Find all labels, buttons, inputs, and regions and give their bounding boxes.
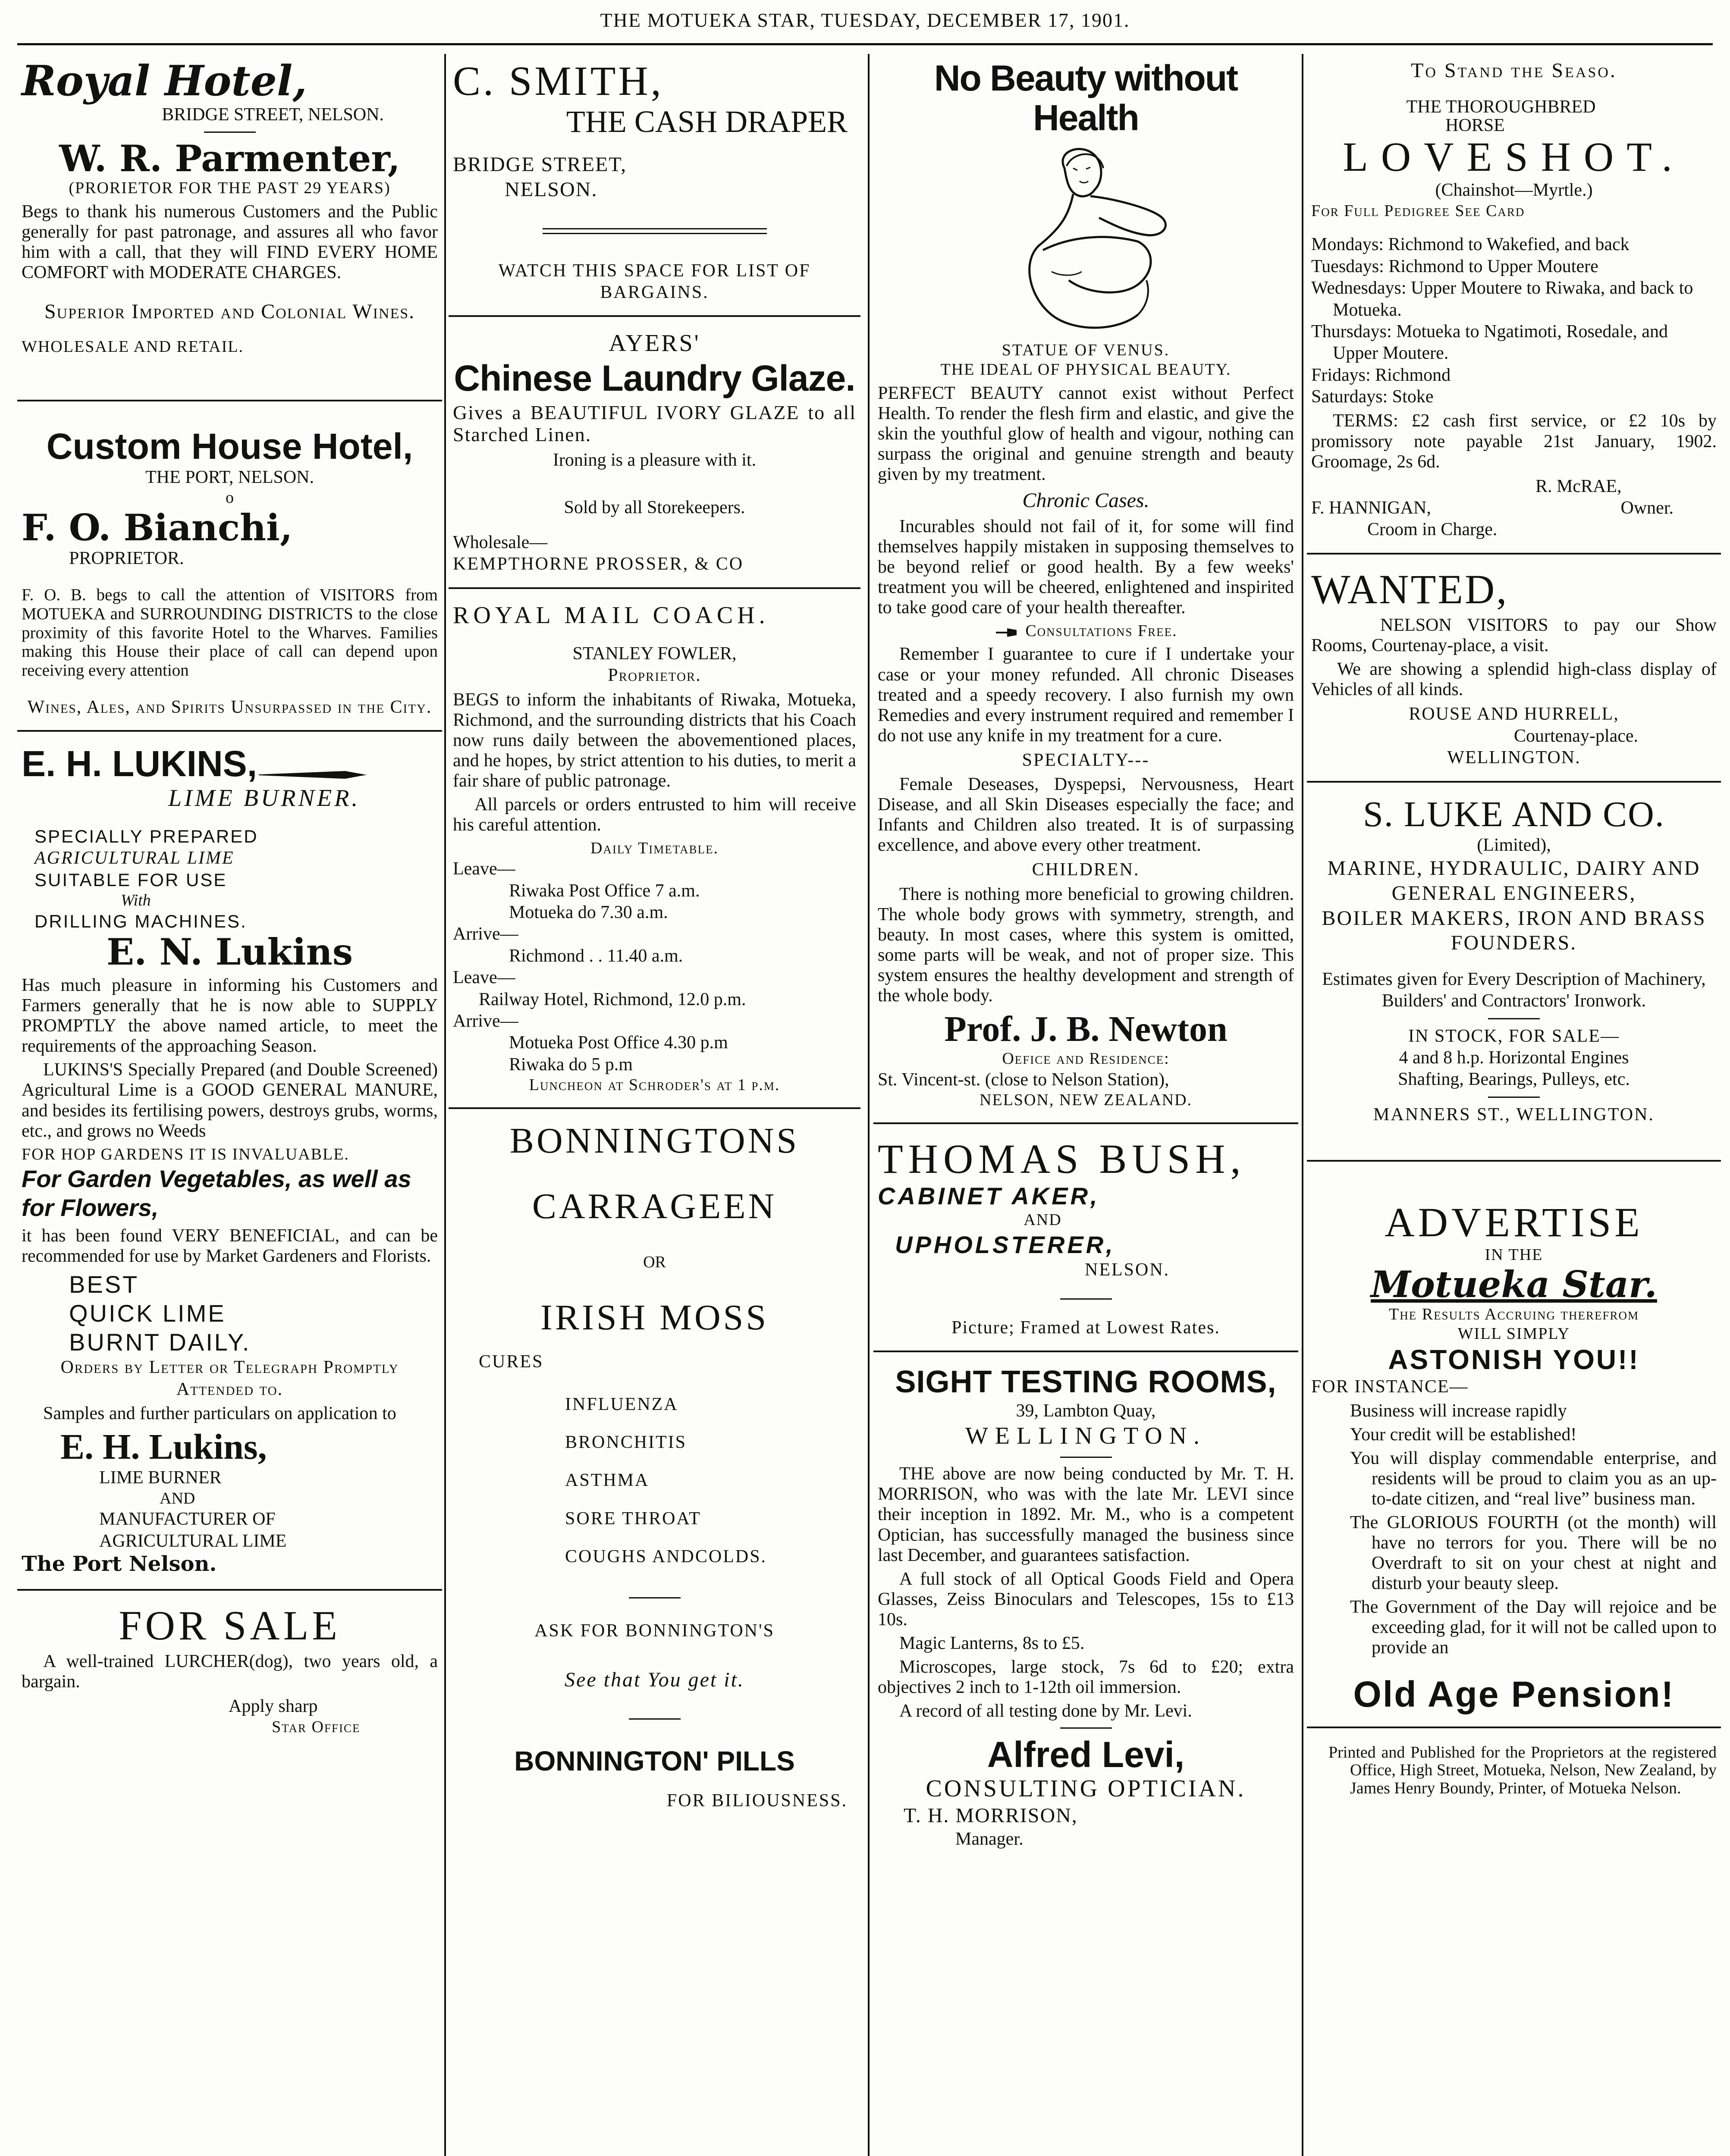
adv-point: Your credit will be established! (1350, 1424, 1577, 1445)
ad-body: Microscopes, large stock, 7s 6d to £20; extra objectives 2 inch to 1-12th oil immersion. (878, 1657, 1294, 1697)
ad-body: Samples and further particulars on application to (43, 1403, 396, 1423)
bonn-or: OR (643, 1253, 666, 1271)
garden-line: For Garden Vegetables, as well as for Flowers, (22, 1165, 411, 1222)
sold-line: Sold by all Storekeepers. (564, 498, 745, 518)
horse-pedigree: (Chainshot—Myrtle.) (1435, 180, 1593, 201)
timetable-title: Daily Timetable. (590, 839, 719, 857)
smith-name: C. SMITH, (453, 58, 664, 104)
ad-body: Magic Lanterns, 8s to £5. (899, 1633, 1085, 1653)
timetable-row: Railway Hotel, Richmond, 12.0 p.m. (479, 989, 746, 1009)
lukins-name-2: E. N. Lukins (106, 930, 353, 973)
adv-title: ADVERTISE (1385, 1199, 1643, 1246)
proprietor-role: PROPRIETOR. (69, 548, 184, 569)
ad-royal-hotel (17, 54, 442, 361)
imprint-text: Printed and Published for the Proprietors at the registered Office, High Street, Motueka, Nelson, New Zealand, by James Henry Boundy, Printer, of Motueka Nelson. (1328, 1743, 1717, 1798)
bonn-cures: CURES (479, 1351, 544, 1372)
ad-body: There is nothing more beneficial to growing children. The whole body grows with symmetry, strength, and beauty. In most cases, where this system is omitted, some parts will be weak, and not of proper size. This system ensures the healthy development and strength of the whole body. (878, 884, 1294, 1006)
ad-body: Gives a BEAUTIFUL IVORY GLAZE to all Starched Linen. (453, 401, 856, 446)
rouse-line: ROUSE AND HURRELL, (1409, 704, 1619, 724)
ad-thomas-bush (873, 1132, 1298, 1343)
coach-title: ROYAL MAIL COACH. (453, 602, 769, 629)
ad-body: A record of all testing done by Mr. Levi. (899, 1701, 1192, 1721)
wines-line: Superior Imported and Colonial Wines. (44, 300, 415, 323)
lukins-name-3: E. H. Lukins, (60, 1426, 267, 1467)
schedule-row: Fridays: Richmond (1311, 365, 1451, 385)
bush-city: NELSON. (1085, 1260, 1170, 1280)
luke-builders: Builders' and Contractors' Ironwork. (1381, 991, 1646, 1011)
schedule-row: Wednesdays: Upper Moutere to Riwaka, and back to Motueka. (1311, 278, 1693, 320)
ad-body: Incurables should not fail of it, for some will find themselves happily mistaken in supposing themselves to be beyond relief or good health. By a few weeks' treatment you will be cheered, enlightened and inspirited to take good care of your health thereafter. (878, 516, 1294, 617)
ad-advertise (1307, 1169, 1721, 1719)
ad-body: LUKINS'S Specially Prepared (and Double Screened) Agricultural Lime is a GOOD GENERAL MANURE, and besides its fertilising powers, destroys grubs, worms, etc., and grows no Weeds (22, 1060, 438, 1141)
bush-and: AND (1024, 1211, 1062, 1229)
ad-body: Has much pleasure in informing his Customers and Farmers generally that he is now able to SUPPLY PROMPTLY the above named article, to meet the requirements of the approaching Season. (22, 975, 438, 1056)
bonn-title-1: BONNINGTONS (509, 1120, 800, 1161)
smith-address-2: NELSON. (505, 178, 598, 201)
ad-body: BEGS to inform the inhabitants of Riwaka, Motueka, Richmond, and the surrounding districts that his Coach now runs daily between the abovementioned places, and he hopes, by strict attention to his duties, to merit a fair share of public patronage. (453, 689, 856, 791)
ad-body: We are showing a splendid high-class display of Vehicles of all kinds. (1311, 659, 1717, 700)
wines-line: Wines, Ales, and Spirits Unsurpassed in the City. (27, 697, 432, 717)
trade-line-4: AGRICULTURAL LIME (99, 1531, 287, 1551)
wholesale-line: Wholesale— (453, 532, 548, 552)
venus-caption-2: THE IDEAL OF PHYSICAL BEAUTY. (940, 360, 1231, 379)
ad-body: it has been found VERY BENEFICIAL, and can be recommended for use by Market Gardeners and Florists. (22, 1225, 438, 1266)
column-divider (1302, 54, 1303, 2156)
port-line: The Port Nelson. (22, 1552, 217, 1576)
city-line: NELSON, NEW ZEALAND. (979, 1091, 1193, 1109)
ad-body: Female Deseases, Dyspepsi, Nervousness, Heart Disease, and all Skin Diseases especially the face; and Infants and Children also treated. It is of surpassing excellence, and above every other treatment. (878, 774, 1294, 856)
timetable-row: Arrive— (453, 1011, 518, 1031)
wanted-title: WANTED, (1311, 566, 1509, 612)
horse-line-3: HORSE (1445, 115, 1505, 135)
column-divider (868, 54, 870, 2156)
lukins-name: E. H. LUKINS, (22, 743, 257, 784)
cure-item: INFLUENZA (565, 1394, 678, 1414)
trade-line-1: LIME BURNER (99, 1468, 222, 1488)
horse-line-2: THE THOROUGHBRED (1406, 97, 1596, 117)
coach-role: Proprietor. (608, 665, 701, 686)
wholesale-line: WHOLESALE AND RETAIL. (22, 337, 244, 356)
for-sale-title: FOR SALE (119, 1602, 341, 1648)
timetable-row: Leave— (453, 968, 515, 988)
newton-name: Prof. J. B. Newton (944, 1009, 1228, 1049)
orders-line: Orders by Letter or Telegraph Promptly Attended to. (60, 1357, 399, 1399)
lukins-trade: LIME BURNER. (168, 784, 361, 812)
trade-line-3: MANUFACTURER OF (99, 1509, 276, 1529)
smith-sub: THE CASH DRAPER (566, 104, 848, 139)
luke-limited: (Limited), (1477, 835, 1551, 856)
bush-pictures: Picture; Framed at Lowest Rates. (951, 1317, 1220, 1338)
lime-line-5: DRILLING MACHINES. (35, 911, 247, 931)
masthead-rule (17, 43, 1713, 45)
column-divider (444, 54, 446, 2156)
specialty-heading: SPECIALTY--- (1022, 750, 1150, 770)
timetable-row: Riwaka do 5 p.m (509, 1054, 633, 1075)
luke-estimates: Estimates given for Every Description of Machinery, (1322, 969, 1706, 989)
best-line-1: BEST (69, 1270, 139, 1298)
bonn-biliousness: FOR BILIOUSNESS. (666, 1791, 848, 1811)
apply-line: Apply sharp (229, 1696, 318, 1717)
smith-address-1: BRIDGE STREET, (453, 153, 627, 176)
masthead: THE MOTUEKA STAR, TUESDAY, DECEMBER 17, 1901. (600, 9, 1130, 31)
owner-line: Owner. (1620, 498, 1673, 518)
proprietor-note: (PRORIETOR FOR THE PAST 29 YEARS) (69, 179, 391, 197)
venus-caption-1: STATUE OF VENUS. (1002, 341, 1170, 359)
column-2 (449, 54, 860, 2156)
bonn-see: See that You get it. (565, 1668, 744, 1692)
luke-name: S. LUKE AND CO. (1363, 794, 1665, 834)
luke-stock-2: Shafting, Bearings, Pulleys, etc. (1398, 1069, 1630, 1090)
iron-line: Ironing is a pleasure with it. (553, 450, 757, 470)
luke-trade-1: MARINE, HYDRAULIC, DAIRY AND GENERAL ENGINEERS, (1327, 857, 1701, 905)
timetable-row: Leave— (453, 859, 515, 879)
ad-custom-house-hotel (17, 409, 442, 722)
timetable-row: Richmond . . 11.40 a.m. (509, 946, 683, 966)
adv-will: WILL SIMPLY (1457, 1325, 1570, 1343)
ad-s-luke (1307, 790, 1721, 1130)
adv-paper: Motueka Star. (1371, 1263, 1657, 1306)
watch-line: WATCH THIS SPACE FOR LIST OF BARGAINS. (498, 260, 811, 302)
ayers-brand: AYERS' (609, 330, 700, 357)
horse-name: LOVESHOT. (1343, 133, 1685, 180)
adv-point: The GLORIOUS FOURTH (ot the month) will have no terrors for you. There will be no Overdraft to sit on your chest at night and disturb your beauty sleep. (1350, 1513, 1717, 1594)
sight-title: SIGHT TESTING ROOMS, (895, 1365, 1277, 1400)
bush-name: THOMAS BUSH, (878, 1135, 1246, 1182)
levi-title: CONSULTING OPTICIAN. (926, 1775, 1246, 1802)
ad-body: PERFECT BEAUTY cannot exist without Perfect Health. To render the flesh firm and elastic, and give the skin the youthful glow of health and vigour, nothing can surpass the original and genuine strength and beauty given by my treatment. (878, 383, 1294, 485)
morrison-name: T. H. MORRISON, (904, 1804, 1078, 1827)
bush-trade-1: CABINET AKER, (878, 1182, 1100, 1210)
adv-results: The Results Accruing therefrom (1389, 1305, 1639, 1323)
lime-line-2: AGRICULTURAL LIME (35, 848, 235, 868)
adv-point: You will display commendable enterprise, and residents will be proud to claim you as an up-to-date citizen, and “real live” business man. (1350, 1448, 1717, 1509)
hotel-address: BRIDGE STREET, NELSON. (162, 104, 384, 125)
children-heading: CHILDREN. (1032, 860, 1140, 880)
bonn-pills: BONNINGTON' PILLS (514, 1745, 795, 1777)
ad-body: All parcels or orders entrusted to him will receive his careful attention. (453, 794, 856, 835)
timetable-row: Riwaka Post Office 7 a.m. (509, 881, 700, 901)
luke-stock-1: 4 and 8 h.p. Horizontal Engines (1399, 1047, 1629, 1068)
statue-venus-icon (974, 142, 1198, 341)
ad-newton (873, 54, 1298, 1115)
ad-bonningtons (449, 1117, 860, 1816)
luke-address: MANNERS ST., WELLINGTON. (1373, 1104, 1655, 1125)
morrison-role: Manager. (955, 1829, 1024, 1849)
bonn-title-2: CARRAGEEN (532, 1186, 777, 1227)
adv-point: The Government of the Day will rejoice and be exceeding glad, for it will not be called upon to provide an (1350, 1597, 1717, 1658)
address-line: St. Vincent-st. (close to Nelson Station), (878, 1069, 1169, 1090)
arrow-icon (259, 768, 367, 781)
adv-astonish: ASTONISH YOU!! (1388, 1344, 1640, 1375)
column-1 (17, 54, 442, 2156)
imprint (1307, 1736, 1721, 1805)
ad-body: THE above are now being conducted by Mr. T. H. MORRISON, who was with the late Mr. LEVI since their inception in 1892. Mr. M., who is a competent Optician, has successfully managed the business since last December, and guarantees satisfaction. (878, 1464, 1294, 1565)
schedule-row: Saturdays: Stoke (1311, 387, 1434, 407)
ayers-title: Chinese Laundry Glaze. (454, 357, 855, 398)
lime-line-4: With (121, 891, 151, 909)
ad-wanted (1307, 562, 1721, 773)
column-3 (873, 54, 1298, 2156)
schedule-row: Thursdays: Motueka to Ngatimoti, Rosedale, and Upper Moutere. (1311, 321, 1668, 364)
hop-line: FOR HOP GARDENS IT IS INVALUABLE. (22, 1145, 349, 1163)
ad-lukins-lime (17, 740, 442, 1581)
sight-address: 39, Lambton Quay, (1016, 1401, 1156, 1421)
timetable-row: Motueka do 7.30 a.m. (509, 903, 668, 923)
pedigree-card: For Full Pedigree See Card (1311, 201, 1525, 220)
bonn-ask: ASK FOR BONNINGTON'S (534, 1620, 775, 1641)
schedule-row: Mondays: Richmond to Wakefied, and back (1311, 235, 1630, 255)
kempthorne-line: KEMPTHORNE PROSSER, & CO (453, 554, 744, 574)
proprietor-name: W. R. Parmenter, (59, 137, 400, 180)
adv-in-the: IN THE (1485, 1245, 1543, 1264)
ad-body: A full stock of all Optical Goods Field and Opera Glasses, Zeiss Binoculars and Telescopes, 15s to £13 10s. (878, 1569, 1294, 1630)
separator: o (226, 489, 234, 507)
newton-headline: No Beauty without Health (934, 58, 1238, 138)
ad-for-sale (17, 1598, 442, 1742)
ad-body: Remember I guarantee to cure if I undertake your case or your money refunded. All chronic Diseases treated and a speedy recovery. I also furnish my own Remedies and every instrument required and remember I do not use any knife in my treatment for a cure. (878, 644, 1294, 746)
ad-ayers-glaze (449, 325, 860, 579)
lime-line-3: SUITABLE FOR USE (35, 869, 227, 890)
trade-line-2: AND (160, 1489, 195, 1507)
hotel-address: THE PORT, NELSON. (145, 467, 314, 487)
horse-line-1: To Stand the Seaso. (1411, 59, 1617, 82)
column-4 (1307, 54, 1721, 2156)
office-line: Star Office (272, 1717, 361, 1736)
ad-royal-mail-coach (449, 597, 860, 1100)
ad-sight-testing (873, 1360, 1298, 1854)
cure-item: SORE THROAT (565, 1508, 701, 1529)
timetable-row: Arrive— (453, 924, 518, 944)
city-line: WELLINGTON. (1447, 748, 1581, 768)
proprietor-name: F. O. Bianchi, (22, 506, 293, 549)
place-line: Courtenay-place. (1514, 726, 1639, 746)
pointing-hand-icon (994, 626, 1018, 639)
ad-body: Begs to thank his numerous Customers and the Public generally for past patronage, and assures all who favor him with a call, that they will FIND EVERY HOME COMFORT with MODERATE CHARGES. (22, 201, 438, 283)
bush-trade-2: UPHOLSTERER, (895, 1231, 1115, 1259)
timetable-row: Motueka Post Office 4.30 p.m (509, 1033, 728, 1053)
sight-city: WELLINGTON. (965, 1423, 1207, 1450)
chronic-heading: Chronic Cases. (1022, 489, 1149, 512)
mcrae-line: R. McRAE, (1535, 476, 1622, 496)
ad-body: NELSON VISITORS to pay our Show Rooms, Courtenay-place, a visit. (1311, 615, 1717, 656)
levi-name: Alfred Levi, (987, 1734, 1185, 1775)
consult-line: Consultations Free. (1025, 621, 1177, 640)
hotel-name: Custom House Hotel, (46, 426, 413, 467)
hannigan-line: F. HANNIGAN, (1311, 498, 1431, 518)
luke-trade-2: BOILER MAKERS, IRON AND BRASS FOUNDERS. (1322, 906, 1706, 955)
ad-body: A well-trained LURCHER(dog), two years old, a bargain. (22, 1651, 438, 1692)
cure-item: COUGHS ANDCOLDS. (565, 1546, 767, 1567)
ad-body: TERMS: £2 cash first service, or £2 10s by promissory note payable 21st January, 1902. Groomage, 2s 6d. (1311, 411, 1717, 472)
ad-c-smith (449, 54, 860, 307)
ad-loveshot (1307, 54, 1721, 545)
hotel-name: Royal Hotel, (22, 56, 307, 105)
cure-item: ASTHMA (565, 1470, 650, 1491)
luncheon-line: Luncheon at Schroder's at 1 p.m. (529, 1076, 780, 1094)
best-line-3: BURNT DAILY. (69, 1328, 251, 1356)
adv-pension: Old Age Pension! (1353, 1674, 1675, 1715)
best-line-2: QUICK LIME (69, 1299, 226, 1327)
luke-stock: IN STOCK, FOR SALE— (1408, 1026, 1620, 1046)
cure-item: BRONCHITIS (565, 1432, 687, 1453)
adv-instance: FOR INSTANCE— (1311, 1376, 1469, 1397)
schedule-row: Tuesdays: Richmond to Upper Moutere (1311, 256, 1598, 276)
bonn-title-3: IRISH MOSS (540, 1297, 769, 1338)
adv-point: Business will increase rapidly (1350, 1401, 1567, 1421)
lime-line-1: SPECIALLY PREPARED (35, 826, 258, 846)
croom-line: Croom in Charge. (1367, 520, 1498, 540)
office-line: Oefice and Residence: (1002, 1050, 1170, 1068)
ad-body: F. O. B. begs to call the attention of VISITORS from MOTUEKA and SURROUNDING DISTRICTS to the close proximity of this favorite Hotel to the Wharves. Families making this House their place of call can depend upon receiving every attention (22, 586, 438, 680)
coach-owner: STANLEY FOWLER, (572, 643, 737, 664)
